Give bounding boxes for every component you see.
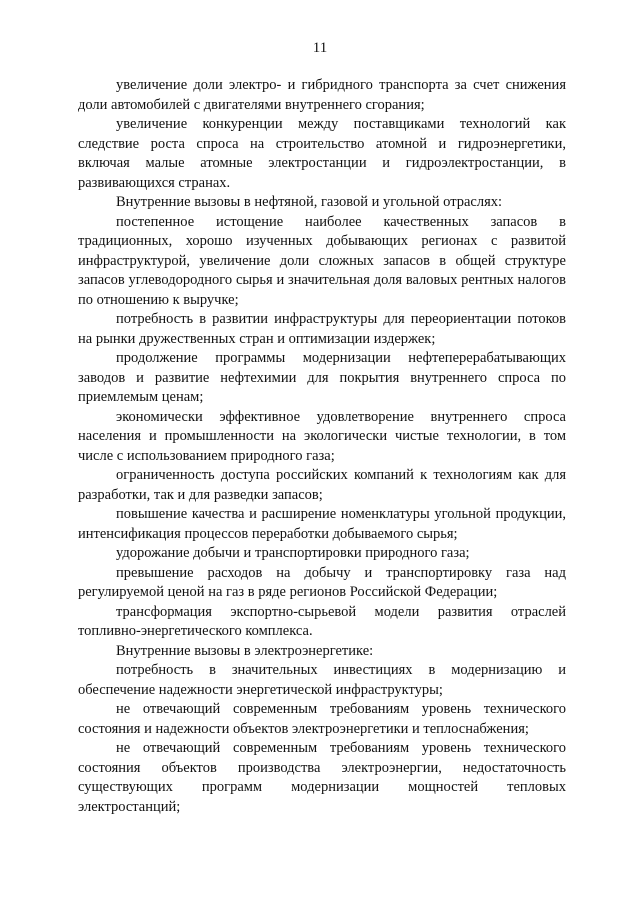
paragraph: ограниченность доступа российских компаний к технологиям как для разработки, так и для разведки запасов; xyxy=(78,467,566,503)
page-body xyxy=(78,76,566,817)
paragraph: экономически эффективное удовлетворение внутреннего спроса населения и промышленности на экологически чистые технологии, в том числе с использованием природного газа; xyxy=(78,408,566,464)
paragraph: продолжение программы модернизации нефтеперерабатывающих заводов и развитие нефтехимии для покрытия внутреннего спроса по приемлемым ценам; xyxy=(78,350,566,405)
paragraph: превышение расходов на добычу и транспортировку газа над регулируемой ценой на газ в ряде регионов Российской Федерации; xyxy=(78,564,566,600)
paragraph: потребность в значительных инвестициях в модернизацию и обеспечение надежности энергетической инфраструктуры; xyxy=(78,662,566,698)
paragraph: трансформация экспортно-сырьевой модели развития отраслей топливно-энергетического комплекса. xyxy=(78,603,566,639)
section-heading-electric-power: Внутренние вызовы в электроэнергетике: xyxy=(116,642,374,659)
paragraph: повышение качества и расширение номенклатуры угольной продукции, интенсификация процессов переработки добываемого сырья; xyxy=(78,506,566,542)
paragraph: постепенное истощение наиболее качественных запасов в традиционных, хорошо изученных добывающих регионах с развитой инфраструктурой, увеличение доли сложных запасов в общей структуре запасов углеводородного сырья и значительная доля валовых рентных налогов по отношению к выручке; xyxy=(78,213,566,308)
page-number: 11 xyxy=(312,40,328,56)
paragraph: увеличение доли электро- и гибридного транспорта за счет снижения доли автомобилей с двигателями внутреннего сгорания; xyxy=(78,77,566,113)
paragraph: не отвечающий современным требованиям уровень технического состояния и надежности объектов электроэнергетики и теплоснабжения; xyxy=(78,701,566,737)
paragraph: увеличение конкуренции между поставщиками технологий как следствие роста спроса на строительство атомной и гидроэнергетики, включая малые атомные электростанции и гидроэлектростанции, в развивающихся странах. xyxy=(78,116,566,191)
paragraph: потребность в развитии инфраструктуры для переориентации потоков на рынки дружественных стран и оптимизации издержек; xyxy=(78,311,566,347)
paragraph: удорожание добычи и транспортировки природного газа; xyxy=(116,545,470,561)
paragraph: не отвечающий современным требованиям уровень технического состояния объектов производства электроэнергии, недостаточность существующих программ модернизации мощностей тепловых электростанций; xyxy=(78,740,566,815)
section-heading-oil-gas-coal: Внутренние вызовы в нефтяной, газовой и угольной отраслях: xyxy=(116,194,503,210)
